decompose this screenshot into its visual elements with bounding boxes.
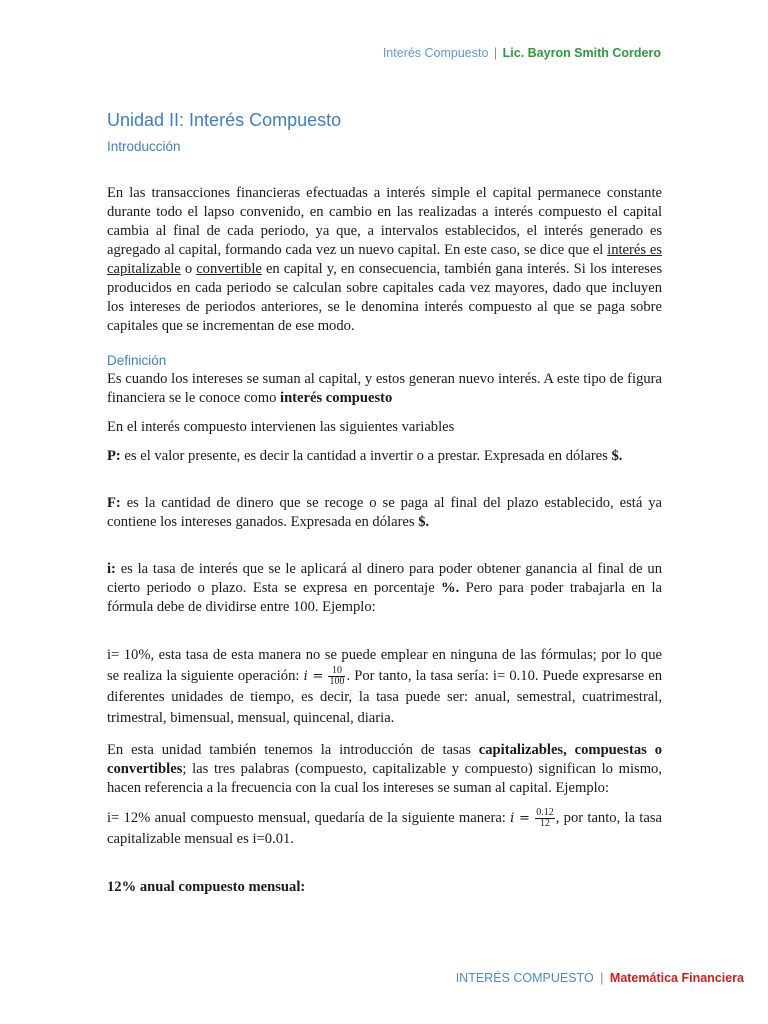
- variable-p-paragraph: [107, 447, 662, 466]
- page-footer: [456, 971, 744, 985]
- header-doc-title: Interés Compuesto: [382, 46, 489, 60]
- variable-i-label: i:: [107, 561, 116, 577]
- variable-p-label: P:: [107, 448, 121, 464]
- intro-underline-convertible: convertible: [196, 261, 262, 277]
- variable-f-paragraph: [107, 494, 662, 532]
- definition-heading: Definición: [107, 353, 167, 368]
- example-2-paragraph: [107, 808, 662, 850]
- definition-text: Es cuando los intereses se suman al capital, y estos generan nuevo interés. A este tipo de figura financiera se le conoce como: [107, 371, 662, 406]
- rates-text-a: En esta unidad también tenemos la introducción de tasas: [107, 742, 479, 759]
- intro-text-a: En las transacciones financieras efectuadas a interés simple el capital permanece constante durante todo el lapso convenido, en cambio en las realizadas a interés compuesto el capital cambia al final de cada periodo, ya que, a intervalos establecidos, el interés generado es agregado al capital, formando cada vez un nuevo capital. En este caso, se dice que el: [107, 185, 662, 258]
- variable-f-text: es la cantidad de dinero que se recoge o se paga al final del plazo establecido, está ya contiene los intereses ganados. Expresada en dólares: [107, 495, 662, 530]
- example-1-variable: i =: [303, 669, 324, 684]
- variable-p-text: es el valor presente, es decir la cantidad a invertir o a prestar. Expresada en dólares: [120, 448, 612, 464]
- example-1-numerator: 10: [328, 666, 345, 677]
- example-2-text-b: , por tanto, la tasa capitalizable mensual es i=0.01.: [107, 810, 662, 848]
- intro-underline-capitalizable: interés es capitalizable: [107, 242, 662, 277]
- example-1-text-b: . Por tanto, la tasa sería: i= 0.10. Puede expresarse en diferentes unidades de tiempo, es decir, la tasa puede ser: anual, semestral, cuatrimestral, trimestral, bimensual, mensual, quincenal, diaria.: [107, 668, 662, 727]
- intro-text-c: en capital y, en consecuencia, también gana interés. Si los intereses producidos en cada periodo se calculan sobre capitales cada vez mayores, dado que incluyen los intereses de periodos anteriores, se le denomina interés compuesto al que se paga sobre capitales que se incrementan de ese modo.: [107, 261, 663, 334]
- example-2-numerator: 0.12: [536, 807, 554, 819]
- variables-intro: En el interés compuesto intervienen las siguientes variables: [107, 419, 455, 435]
- variable-i-percent: %.: [441, 580, 460, 596]
- example-1-denominator: 100: [329, 676, 345, 688]
- example-1-text-a: i= 10%, esta tasa de esta manera no se puede emplear en ninguna de las fórmulas; por lo que se realiza la siguiente operación:: [107, 647, 662, 684]
- variable-i-paragraph: [107, 560, 662, 617]
- example-1-paragraph: [107, 645, 662, 729]
- example-1-fraction: [328, 666, 345, 687]
- document-body: [107, 108, 662, 897]
- monthly-heading-bold: 12% anual compuesto mensual:: [107, 879, 306, 896]
- footer-doc-title: INTERÉS COMPUESTO: [455, 971, 594, 985]
- example-2-fraction: [535, 808, 555, 829]
- definition-paragraph: [107, 370, 662, 408]
- header-author: Lic. Bayron Smith Cordero: [502, 46, 661, 60]
- footer-separator: |: [600, 971, 604, 985]
- example-2-denominator: 12: [539, 818, 550, 830]
- rates-paragraph: [107, 741, 662, 798]
- variable-p-unit: $.: [611, 448, 623, 464]
- footer-subject: Matemática Financiera: [609, 971, 744, 985]
- variable-f-label: F:: [107, 495, 121, 511]
- intro-heading: Introducción: [107, 139, 181, 154]
- rates-bold: capitalizables, compuestas o convertibles: [107, 742, 662, 778]
- variable-i-text-a: es la tasa de interés que se le aplicará al dinero para poder obtener ganancia al final de un cierto periodo o plazo. Esta se expresa en porcentaje: [107, 561, 662, 596]
- example-2-text-a: i= 12% anual compuesto mensual, quedaría de la siguiente manera:: [107, 810, 511, 827]
- example-2-variable: i =: [510, 811, 530, 827]
- header-separator: |: [493, 46, 498, 60]
- variable-i-text-b: Pero para poder trabajarla en la fórmula debe de dividirse entre 100. Ejemplo:: [107, 580, 662, 615]
- page-title: Unidad II: Interés Compuesto: [107, 110, 342, 130]
- variable-f-unit: $.: [418, 514, 430, 530]
- rates-text-b: ; las tres palabras (compuesto, capitalizable y compuesto) significan lo mismo, hacen referencia a la frecuencia con la cual los intereses se suman al capital. Ejemplo:: [107, 761, 662, 797]
- intro-text-b: o: [180, 261, 197, 277]
- intro-paragraph: [107, 184, 662, 336]
- page-header: [383, 46, 661, 60]
- monthly-heading: [107, 878, 662, 897]
- definition-bold: interés compuesto: [280, 390, 393, 406]
